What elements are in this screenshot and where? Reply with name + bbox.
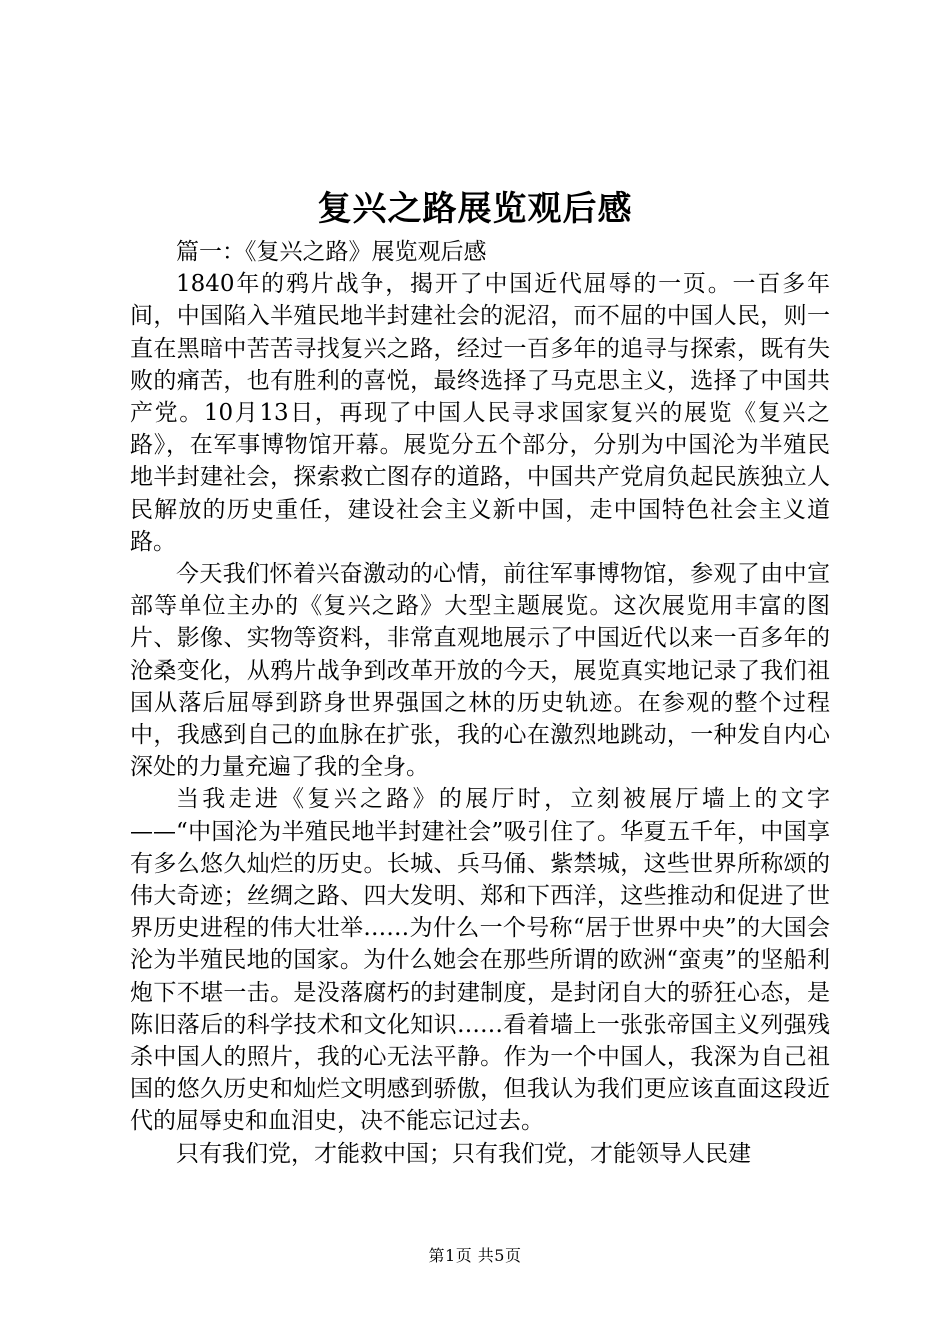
page-footer: 第1页 共5页 [428,1246,522,1265]
paragraph: 1840年的鸦片战争，揭开了中国近代屈辱的一页。一百多年间，中国陷入半殖民地半封建社会的泥沼，而不屈的中国人民，则一直在黑暗中苦苦寻找复兴之路，经过一百多年的追寻与探索，既有失败的痛苦，也有胜利的喜悦，最终选择了马克思主义，选择了中国共产党。10月13日，再现了中国人民寻求国家复兴的展览《复兴之路》，在军事博物馆开幕。展览分五个部分，分别为中国沦为半殖民地半封建社会，探索救亡图存的道路，中国共产党肩负起民族独立人民解放的历史重任，建设社会主义新中国，走中国特色社会主义道路。 [130,271,830,555]
document-body [130,236,830,1170]
paragraph: 只有我们党，才能救中国；只有我们党，才能领导人民建 [176,1140,751,1167]
section-heading: 篇一：《复兴之路》展览观后感 [176,239,487,265]
paragraph: 今天我们怀着兴奋激动的心情，前往军事博物馆，参观了由中宣部等单位主办的《复兴之路》大型主题展览。这次展览用丰富的图片、影像、实物等资料，非常直观地展示了中国近代以来一百多年的沧桑变化，从鸦片战争到改革开放的今天，展览真实地记录了我们祖国从落后屈辱到跻身世界强国之林的历史轨迹。在参观的整个过程中，我感到自己的血脉在扩张，我的心在激烈地跳动，一种发自内心深处的力量充遍了我的全身。 [130,561,830,781]
paragraph: 当我走进《复兴之路》的展厅时，立刻被展厅墙上的文字——“中国沦为半殖民地半封建社会”吸引住了。华夏五千年，中国享有多么悠久灿烂的历史。长城、兵马俑、紫禁城，这些世界所称颂的伟大奇迹；丝绸之路、四大发明、郑和下西洋，这些推动和促进了世界历史进程的伟大壮举……为什么一个号称“居于世界中央”的大国会沦为半殖民地的国家。为什么她会在那些所谓的欧洲“蛮夷”的坚船利炮下不堪一击。是没落腐朽的封建制度，是封闭自大的骄狂心态，是陈旧落后的科学技术和文化知识……看着墙上一张张帝国主义列强残杀中国人的照片，我的心无法平静。作为一个中国人，我深为自己祖国的悠久历史和灿烂文明感到骄傲，但我认为我们更应该直面这段近代的屈辱史和血泪史，决不能忘记过去。 [130,786,830,1135]
document-title: 复兴之路展览观后感 [317,189,633,229]
